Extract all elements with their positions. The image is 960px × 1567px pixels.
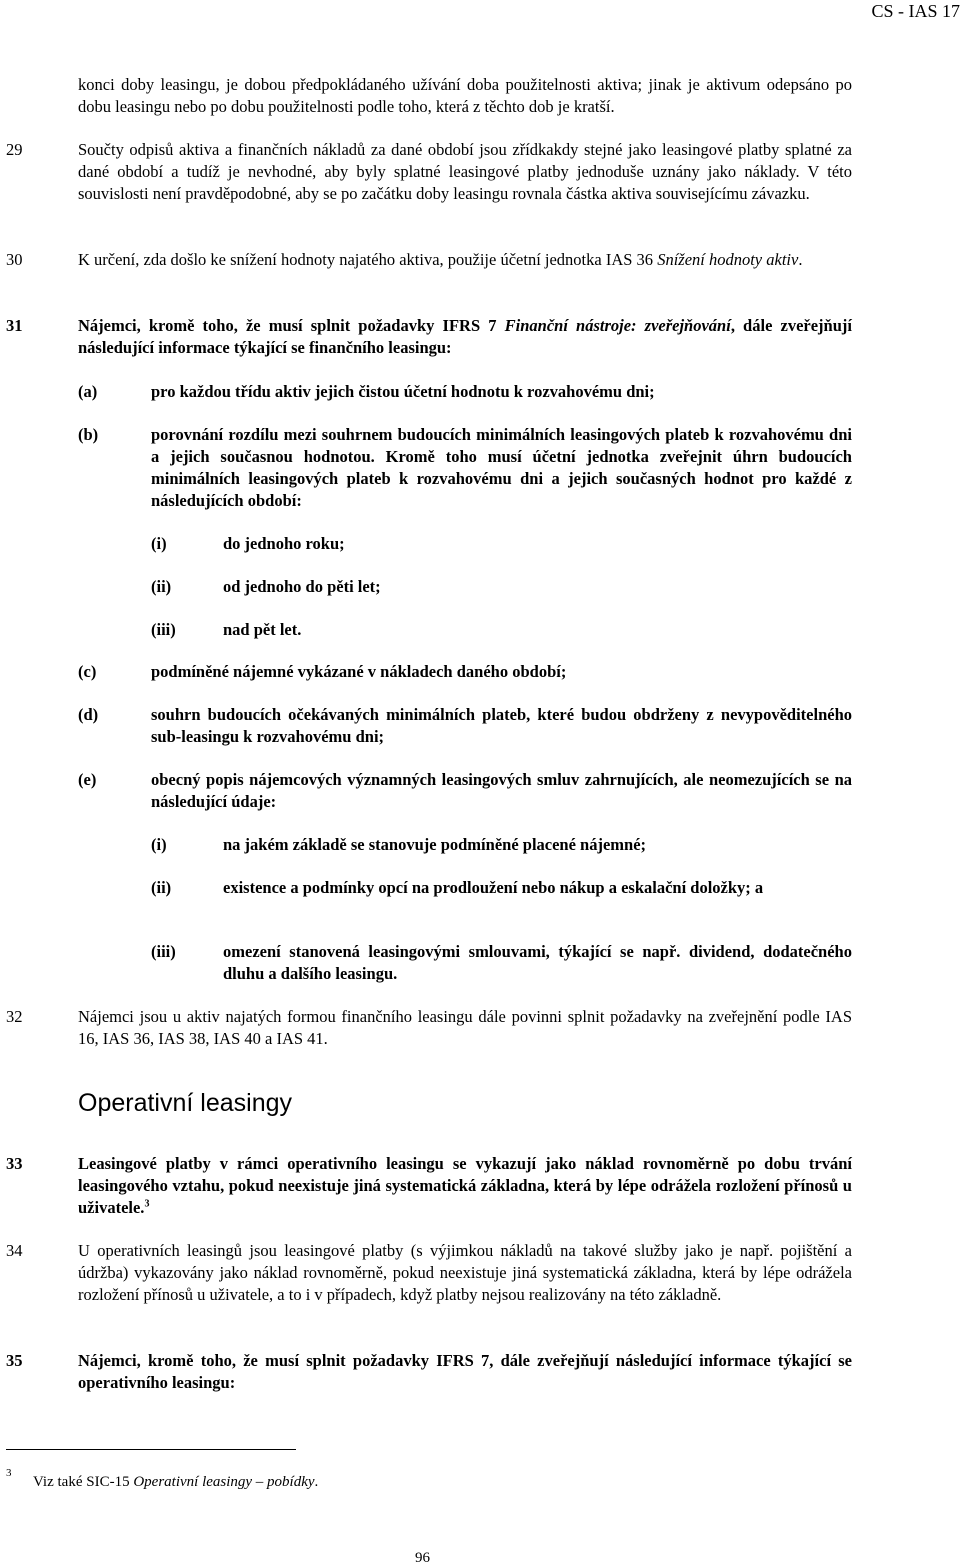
subitem-b-i: do jednoho roku; bbox=[223, 534, 345, 553]
item-b: porovnání rozdílu mezi souhrnem budoucích minimálních leasingových plateb k rozvahovému dni a jejich současnou hodnotou. Kromě toho musí účetní jednotka zveřejnit úhrn budoucích minimálních leasingových plateb k rozvahovému dni a jejich současných hodnot pro každé z následujících období: bbox=[151, 425, 852, 510]
paragraph-number-32: 32 bbox=[6, 1007, 23, 1026]
item-c: podmíněné nájemné vykázané v nákladech daného období; bbox=[151, 662, 567, 681]
item-a: pro každou třídu aktiv jejich čistou účetní hodnotu k rozvahovému dni; bbox=[151, 382, 655, 401]
subitem-label-b-ii: (ii) bbox=[151, 577, 172, 596]
item-label-a: (a) bbox=[78, 382, 98, 401]
item-e: obecný popis nájemcových významných leasingových smluv zahrnujících, ale neomezujících se na následující údaje: bbox=[151, 770, 852, 811]
paragraph-number-30: 30 bbox=[6, 250, 23, 269]
page-number: 96 bbox=[415, 1550, 430, 1566]
subitem-b-ii: od jednoho do pěti let; bbox=[223, 577, 381, 596]
subitem-label-b-iii: (iii) bbox=[151, 620, 176, 639]
paragraph-31 bbox=[78, 315, 852, 359]
paragraph-33 bbox=[78, 1153, 852, 1219]
paragraph-29: Součty odpisů aktiva a finančních nákladů za dané období jsou zřídkakdy stejné jako leasingové platby splatné za dané období a tudíž je nevhodné, aby byly splatné leasingové platby jednoduše uznány jako náklady. V této souvislosti není pravděpodobné, aby se po začátku doby leasingu rovnala částka aktiva souvisejícímu závazku. bbox=[78, 140, 852, 203]
document-id-header: CS - IAS 17 bbox=[871, 1, 960, 21]
standard-title-ifrs7: Finanční nástroje: zveřejňování bbox=[504, 316, 731, 335]
paragraph-34: U operativních leasingů jsou leasingové platby (s výjimkou nákladů na takové služby jako je např. pojištění a údržba) vykazovány jako náklad rovnoměrně, pokud neexistuje jiná systematická základna, která by lépe odrážela rozložení přínosů u uživatele, a to i v případech, když platby nejsou realizovány na této základně. bbox=[78, 1241, 852, 1304]
subitem-label-b-i: (i) bbox=[151, 534, 167, 553]
section-heading: Operativní leasingy bbox=[78, 1089, 293, 1117]
item-label-c: (c) bbox=[78, 662, 97, 681]
paragraph-number-33: 33 bbox=[6, 1154, 23, 1173]
subitem-label-e-i: (i) bbox=[151, 835, 167, 854]
subitem-e-iii: omezení stanovená leasingovými smlouvami, týkající se např. dividend, dodatečného dluhu a dalšího leasingu. bbox=[223, 942, 852, 983]
paragraph-30-text: K určení, zda došlo ke snížení hodnoty najatého aktiva, použije účetní jednotka IAS 36 bbox=[78, 250, 658, 269]
paragraph-33-text: Leasingové platby v rámci operativního leasingu se vykazují jako náklad rovnoměrně po dobu trvání leasingového vztahu, pokud neexistuje jiná systematická základna, která by lépe odrážela rozložení přínosů u uživatele. bbox=[78, 1154, 852, 1217]
subitem-label-e-ii: (ii) bbox=[151, 878, 172, 897]
footnote-text-lead: Viz také SIC-15 bbox=[33, 1474, 134, 1490]
subitem-label-e-iii: (iii) bbox=[151, 942, 176, 961]
paragraph-number-35: 35 bbox=[6, 1351, 23, 1370]
paragraph-number-31: 31 bbox=[6, 316, 23, 335]
paragraph-28-tail: konci doby leasingu, je dobou předpokládaného užívání doba použitelnosti aktiva; jinak je aktivum odepsáno po dobu leasingu nebo po dobu použitelnosti podle toho, která z těchto dob je kratší. bbox=[78, 75, 852, 116]
subitem-e-ii: existence a podmínky opcí na prodloužení nebo nákup a eskalační doložky; a bbox=[223, 878, 764, 897]
paragraph-30 bbox=[78, 249, 852, 271]
subitem-e-i: na jakém základě se stanovuje podmíněné placené nájemné; bbox=[223, 835, 647, 854]
footnote-separator bbox=[6, 1449, 296, 1450]
paragraph-31-text-a: Nájemci, kromě toho, že musí splnit požadavky IFRS 7 bbox=[78, 316, 505, 335]
paragraph-32: Nájemci jsou u aktiv najatých formou finančního leasingu dále povinni splnit požadavky na zveřejnění podle IAS 16, IAS 36, IAS 38, IAS 40 a IAS 41. bbox=[78, 1007, 852, 1048]
footnote-mark: 3 bbox=[6, 1467, 12, 1479]
item-label-e: (e) bbox=[78, 770, 97, 789]
item-label-d: (d) bbox=[78, 705, 99, 724]
standard-title-ias36: Snížení hodnoty aktiv bbox=[657, 250, 799, 269]
footnote-text-end: . bbox=[314, 1474, 319, 1490]
subitem-b-iii: nad pět let. bbox=[223, 620, 302, 639]
item-label-b: (b) bbox=[78, 425, 99, 444]
paragraph-number-34: 34 bbox=[6, 1241, 23, 1260]
paragraph-number-29: 29 bbox=[6, 140, 23, 159]
paragraph-30-end: . bbox=[798, 250, 803, 269]
item-d: souhrn budoucích očekávaných minimálních plateb, které budou obdrženy z nevypověditelného sub-leasingu k rozvahovému dni; bbox=[151, 705, 852, 746]
paragraph-35: Nájemci, kromě toho, že musí splnit požadavky IFRS 7, dále zveřejňují následující informace týkající se operativního leasingu: bbox=[78, 1351, 852, 1392]
paragraph-31-text-b: , dále zveřejňují následující informace týkající se finančního leasingu: bbox=[78, 316, 852, 357]
footnote-text bbox=[33, 1472, 318, 1492]
footnote-reference: 3 bbox=[144, 1198, 150, 1210]
footnote-title: Operativní leasingy – pobídky bbox=[133, 1474, 315, 1490]
